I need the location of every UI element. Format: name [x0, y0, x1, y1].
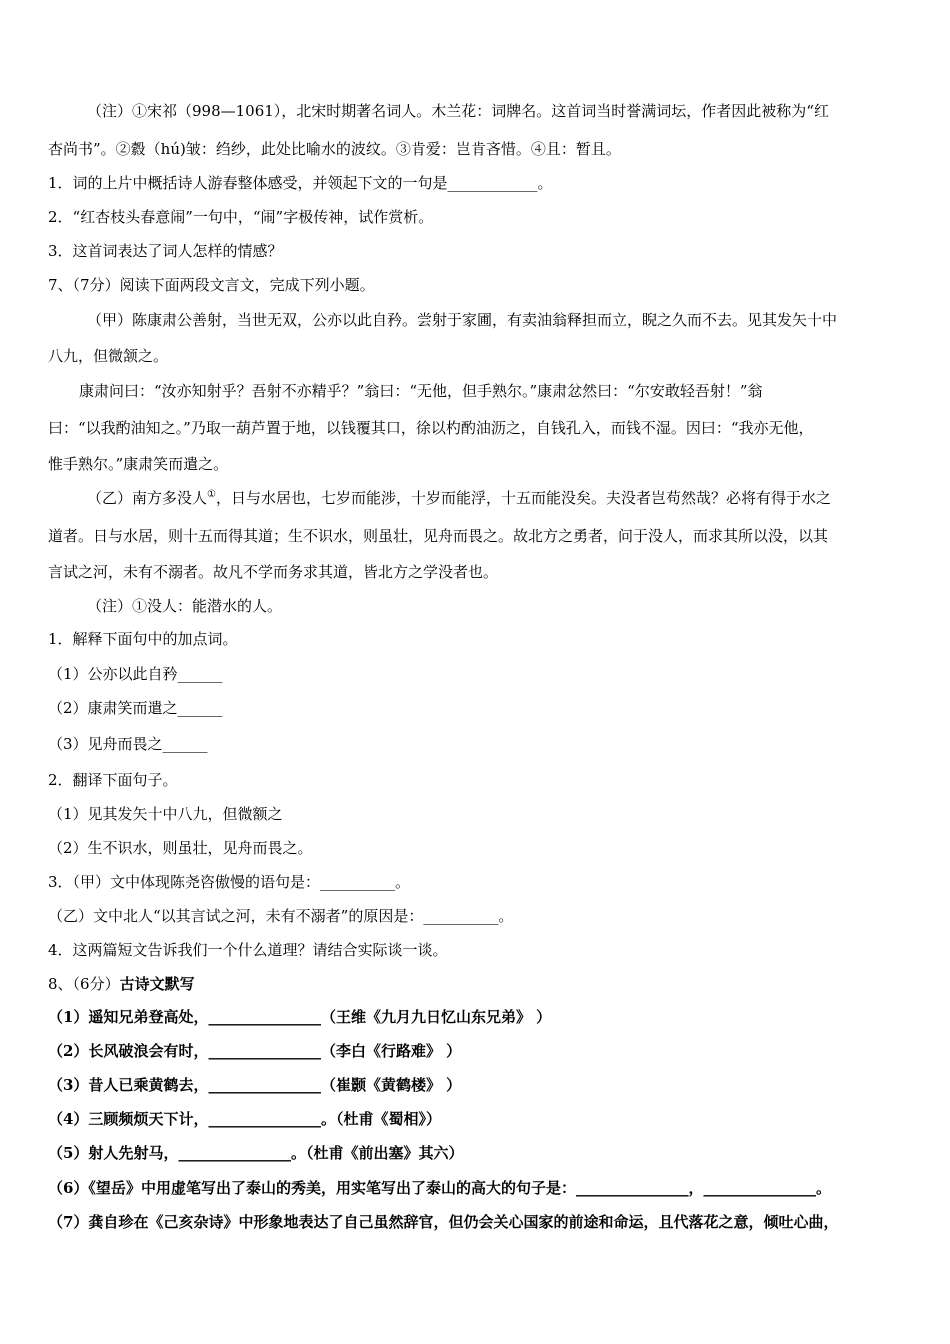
question-6-3: 3．这首词表达了词人怎样的情感？ — [48, 242, 283, 260]
passage-b-line-2: 道者。日与水居，则十五而得其道；生不识水，则虽壮，见舟而畏之。故北方之勇者，问于没人，而求其所以没，以其 — [48, 527, 829, 545]
question-8-7: （7）龚自珍在《己亥杂诗》中形象地表达了自己虽然辞官，但仍会关心国家的前途和命运，且代落花之意，倾吐心曲， — [48, 1213, 839, 1231]
question-7-2: 2．翻译下面句子。 — [48, 771, 178, 789]
question-7-1-c: （3）见舟而畏之______ — [48, 735, 208, 753]
question-7-1: 1．解释下面句中的加点词。 — [48, 630, 238, 648]
question-6-2: 2．“红杏枝头春意闹”一句中，“闹”字极传神，试作赏析。 — [48, 208, 434, 226]
question-8-6: （6）《望岳》中用虚笔写出了泰山的秀美，用实笔写出了泰山的高大的句子是：_______________，_______________。 — [48, 1179, 831, 1197]
passage-b-line-3: 言试之河，未有不溺者。故凡不学而务求其道，皆北方之学没者也。 — [48, 563, 499, 581]
question-6-1: 1．词的上片中概括诗人游春整体感受，并领起下文的一句是____________。 — [48, 174, 553, 192]
question-7-heading: 7、（7分）阅读下面两段文言文，完成下列小题。 — [48, 276, 375, 294]
passage-a-line-3: 康肃问曰：“汝亦知射乎？吾射不亦精乎？”翁曰：“无他，但手熟尔。”康肃忿然曰：“尔安敢轻吾射！”翁 — [79, 382, 763, 400]
question-7-3-b: （乙）文中北人“以其言试之河，未有不溺者”的原因是：__________。 — [48, 907, 514, 925]
passage-a-line-4: 曰：“以我酌油知之。”乃取一葫芦置于地，以钱覆其口，徐以杓酌油沥之，自钱孔入，而钱不湿。因曰：“我亦无他， — [48, 419, 814, 437]
question-8-3: （3）昔人已乘黄鹤去，_______________（崔颢《黄鹤楼》 ） — [48, 1076, 462, 1094]
question-8-heading: 8、（6分）古诗文默写 — [48, 975, 195, 993]
passage-b-note: （注）①没人：能潜水的人。 — [87, 597, 283, 615]
passage-a-line-2: 八九，但微颔之。 — [48, 347, 169, 365]
question-7-3-a: 3．（甲）文中体现陈尧咨傲慢的语句是：__________。 — [48, 873, 411, 891]
passage-b-line-1: （乙）南方多没人①，日与水居也，七岁而能涉，十岁而能浮，十五而能没矣。夫没者岂苟然哉？必将有得于水之 — [87, 489, 831, 507]
question-8-2: （2）长风破浪会有时，_______________（李白《行路难》 ） — [48, 1042, 462, 1060]
question-7-1-a: （1）公亦以此自矜______ — [48, 665, 223, 683]
note-1-line-1: （注）①宋祁（998—1061），北宋时期著名词人。木兰花：词牌名。这首词当时誉满词坛，作者因此被称为“红 — [87, 102, 829, 120]
passage-a-line-5: 惟手熟尔。”康肃笑而遣之。 — [48, 455, 229, 473]
note-1-line-2: 杏尚书”。②縠（hú)皱：绉纱，此处比喻水的波纹。③肯爱：岂肯吝惜。④且：暂且。 — [48, 140, 621, 158]
question-8-4: （4）三顾频烦天下计，_______________。（杜甫《蜀相》） — [48, 1110, 441, 1128]
footnote-marker: ① — [207, 489, 216, 500]
question-7-1-b: （2）康肃笑而遣之______ — [48, 699, 223, 717]
passage-a-line-1: （甲）陈康肃公善射，当世无双，公亦以此自矜。尝射于家圃，有卖油翁释担而立，睨之久而不去。见其发矢十中 — [87, 311, 838, 329]
question-7-4: 4．这两篇短文告诉我们一个什么道理？请结合实际谈一谈。 — [48, 941, 448, 959]
question-7-2-b: （2）生不识水，则虽壮，见舟而畏之。 — [48, 839, 313, 857]
question-8-5: （5）射人先射马，_______________。（杜甫《前出塞》其六） — [48, 1144, 464, 1162]
question-8-1: （1）遥知兄弟登高处，_______________（王维《九月九日忆山东兄弟》 ） — [48, 1008, 552, 1026]
question-7-2-a: （1）见其发矢十中八九，但微额之 — [48, 805, 283, 823]
